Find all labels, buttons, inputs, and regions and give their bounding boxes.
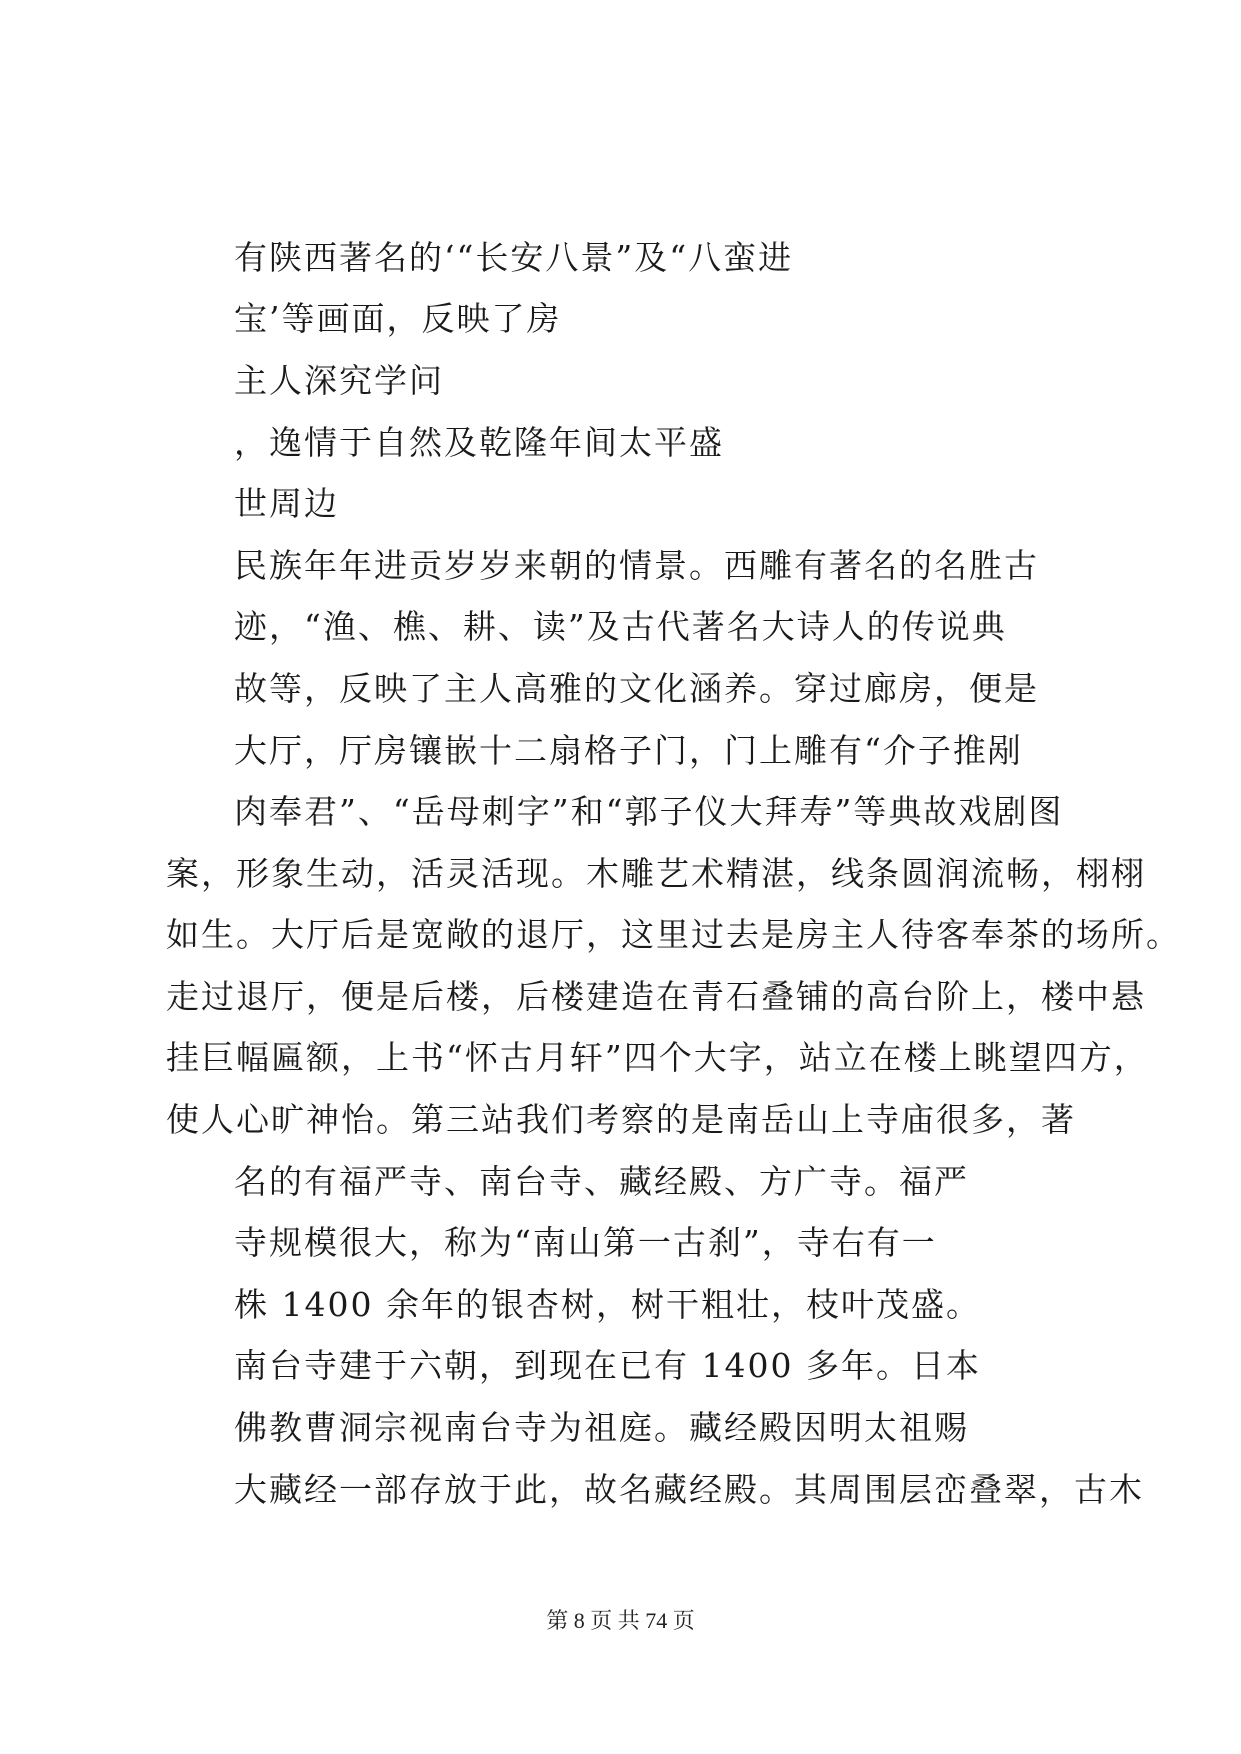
body-text-line: 主人深究学问 (234, 361, 444, 400)
body-text-line: 如生。大厅后是宽敞的退厅，这里过去是房主人待客奉茶的场所。 (166, 915, 1181, 954)
body-text-line: 大藏经一部存放于此，故名藏经殿。其周围层峦叠翠，古木 (234, 1470, 1144, 1509)
body-text-line: 株 1400 余年的银杏树，树干粗壮，枝叶茂盛。 (234, 1285, 981, 1324)
body-text-line: 佛教曹洞宗视南台寺为祖庭。藏经殿因明太祖赐 (234, 1408, 969, 1447)
body-text-line: 世周边 (234, 484, 339, 523)
body-text-line: 案，形象生动，活灵活现。木雕艺术精湛，线条圆润流畅，栩栩 (166, 854, 1146, 893)
body-text-line: 宝’等画面，反映了房 (234, 299, 562, 338)
body-text-line: 大厅，厅房镶嵌十二扇格子门，门上雕有“介子推剐 (234, 731, 1023, 770)
body-text-line: 迹，“渔、樵、耕、读”及古代著名大诗人的传说典 (234, 607, 1007, 646)
body-text-line: 有陕西著名的‘“长安八景”及“八蛮进 (234, 238, 794, 277)
body-text-line: 南台寺建于六朝，到现在已有 1400 多年。日本 (234, 1346, 981, 1385)
body-text-line: 名的有福严寺、南台寺、藏经殿、方广寺。福严 (234, 1162, 969, 1201)
page-footer: 第 8 页 共 74 页 (546, 1608, 695, 1633)
body-text-line: 肉奉君”、“岳母刺字”和“郭子仪大拜寿”等典故戏剧图 (234, 792, 1064, 831)
body-text-line: 走过退厅，便是后楼，后楼建造在青石叠铺的高台阶上，楼中悬 (166, 977, 1146, 1016)
body-text-line: 故等，反映了主人高雅的文化涵养。穿过廊房，便是 (234, 669, 1039, 708)
body-text-line: ，逸情于自然及乾隆年间太平盛 (234, 423, 724, 462)
body-text-line: 民族年年进贡岁岁来朝的情景。西雕有著名的名胜古 (234, 546, 1039, 585)
body-text-line: 寺规模很大，称为“南山第一古刹”，寺右有一 (234, 1223, 937, 1262)
body-text-line: 使人心旷神怡。第三站我们考察的是南岳山上寺庙很多，著 (166, 1100, 1076, 1139)
body-text-line: 挂巨幅匾额，上书“怀古月轩”四个大字，站立在楼上眺望四方， (166, 1038, 1149, 1077)
